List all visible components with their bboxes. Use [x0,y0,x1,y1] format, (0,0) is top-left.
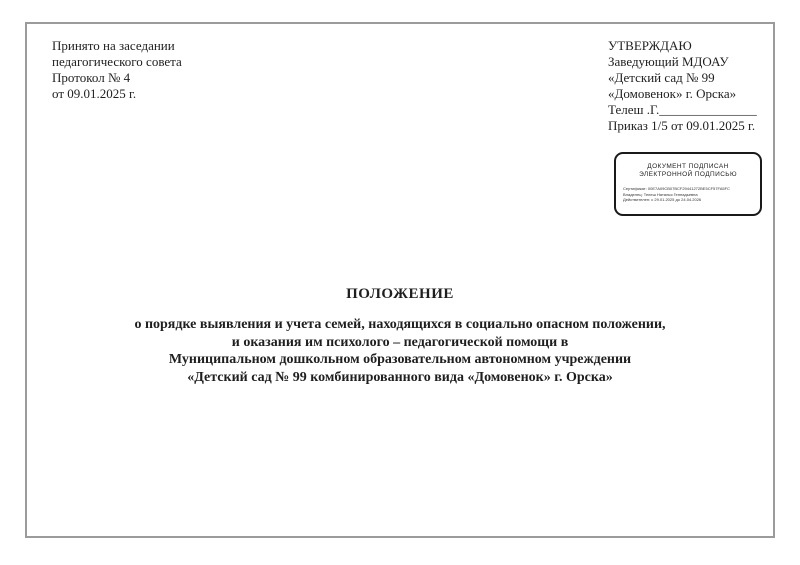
stamp-details [616,186,760,203]
subtitle-line: о порядке выявления и учета семей, находящихся в социально опасном положении, [134,317,666,332]
electronic-signature-stamp [614,152,762,216]
subtitle-line: Муниципальном дошкольном образовательном автономном учреждении [168,352,632,367]
subtitle-line: «Детский сад № 99 комбинированного вида «Домовенок» г. Орска» [187,369,613,385]
title-block [0,286,800,386]
stamp-certificate: Сертификат: 00E7A09CB07BCF29441272BE5CF57FA5FC [623,186,730,191]
signature-blank-line: _______________ [659,102,757,117]
signature-name: Телеш .Г. [608,102,660,117]
accepted-line: педагогического совета [52,54,182,69]
document-subtitle [0,316,800,386]
signature-row [608,102,757,118]
document-title: ПОЛОЖЕНИЕ [346,286,454,302]
approved-block [608,38,757,134]
approved-line: «Детский сад № 99 [608,70,715,85]
approved-line: УТВЕРЖДАЮ [608,38,692,53]
accepted-line: Принято на заседании [52,38,175,53]
accepted-block [52,38,182,102]
stamp-title-line: ЭЛЕКТРОННОЙ ПОДПИСЬЮ [639,171,737,178]
approved-line: Заведующий МДОАУ [608,54,729,69]
approved-line: «Домовенок» г. Орска» [608,86,737,101]
order-line: Приказ 1/5 от 09.01.2025 г. [608,118,756,133]
accepted-line: Протокол № 4 [52,70,131,85]
stamp-title-line: ДОКУМЕНТ ПОДПИСАН [647,163,729,170]
accepted-line: от 09.01.2025 г. [52,86,137,101]
subtitle-line: и оказания им психолого – педагогической помощи в [231,334,569,350]
stamp-owner: Владелец: Телеш Наталья Геннадьевна [623,191,698,197]
stamp-validity: Действителен: с 29.01.2025 до 24.04.2026 [623,197,702,202]
